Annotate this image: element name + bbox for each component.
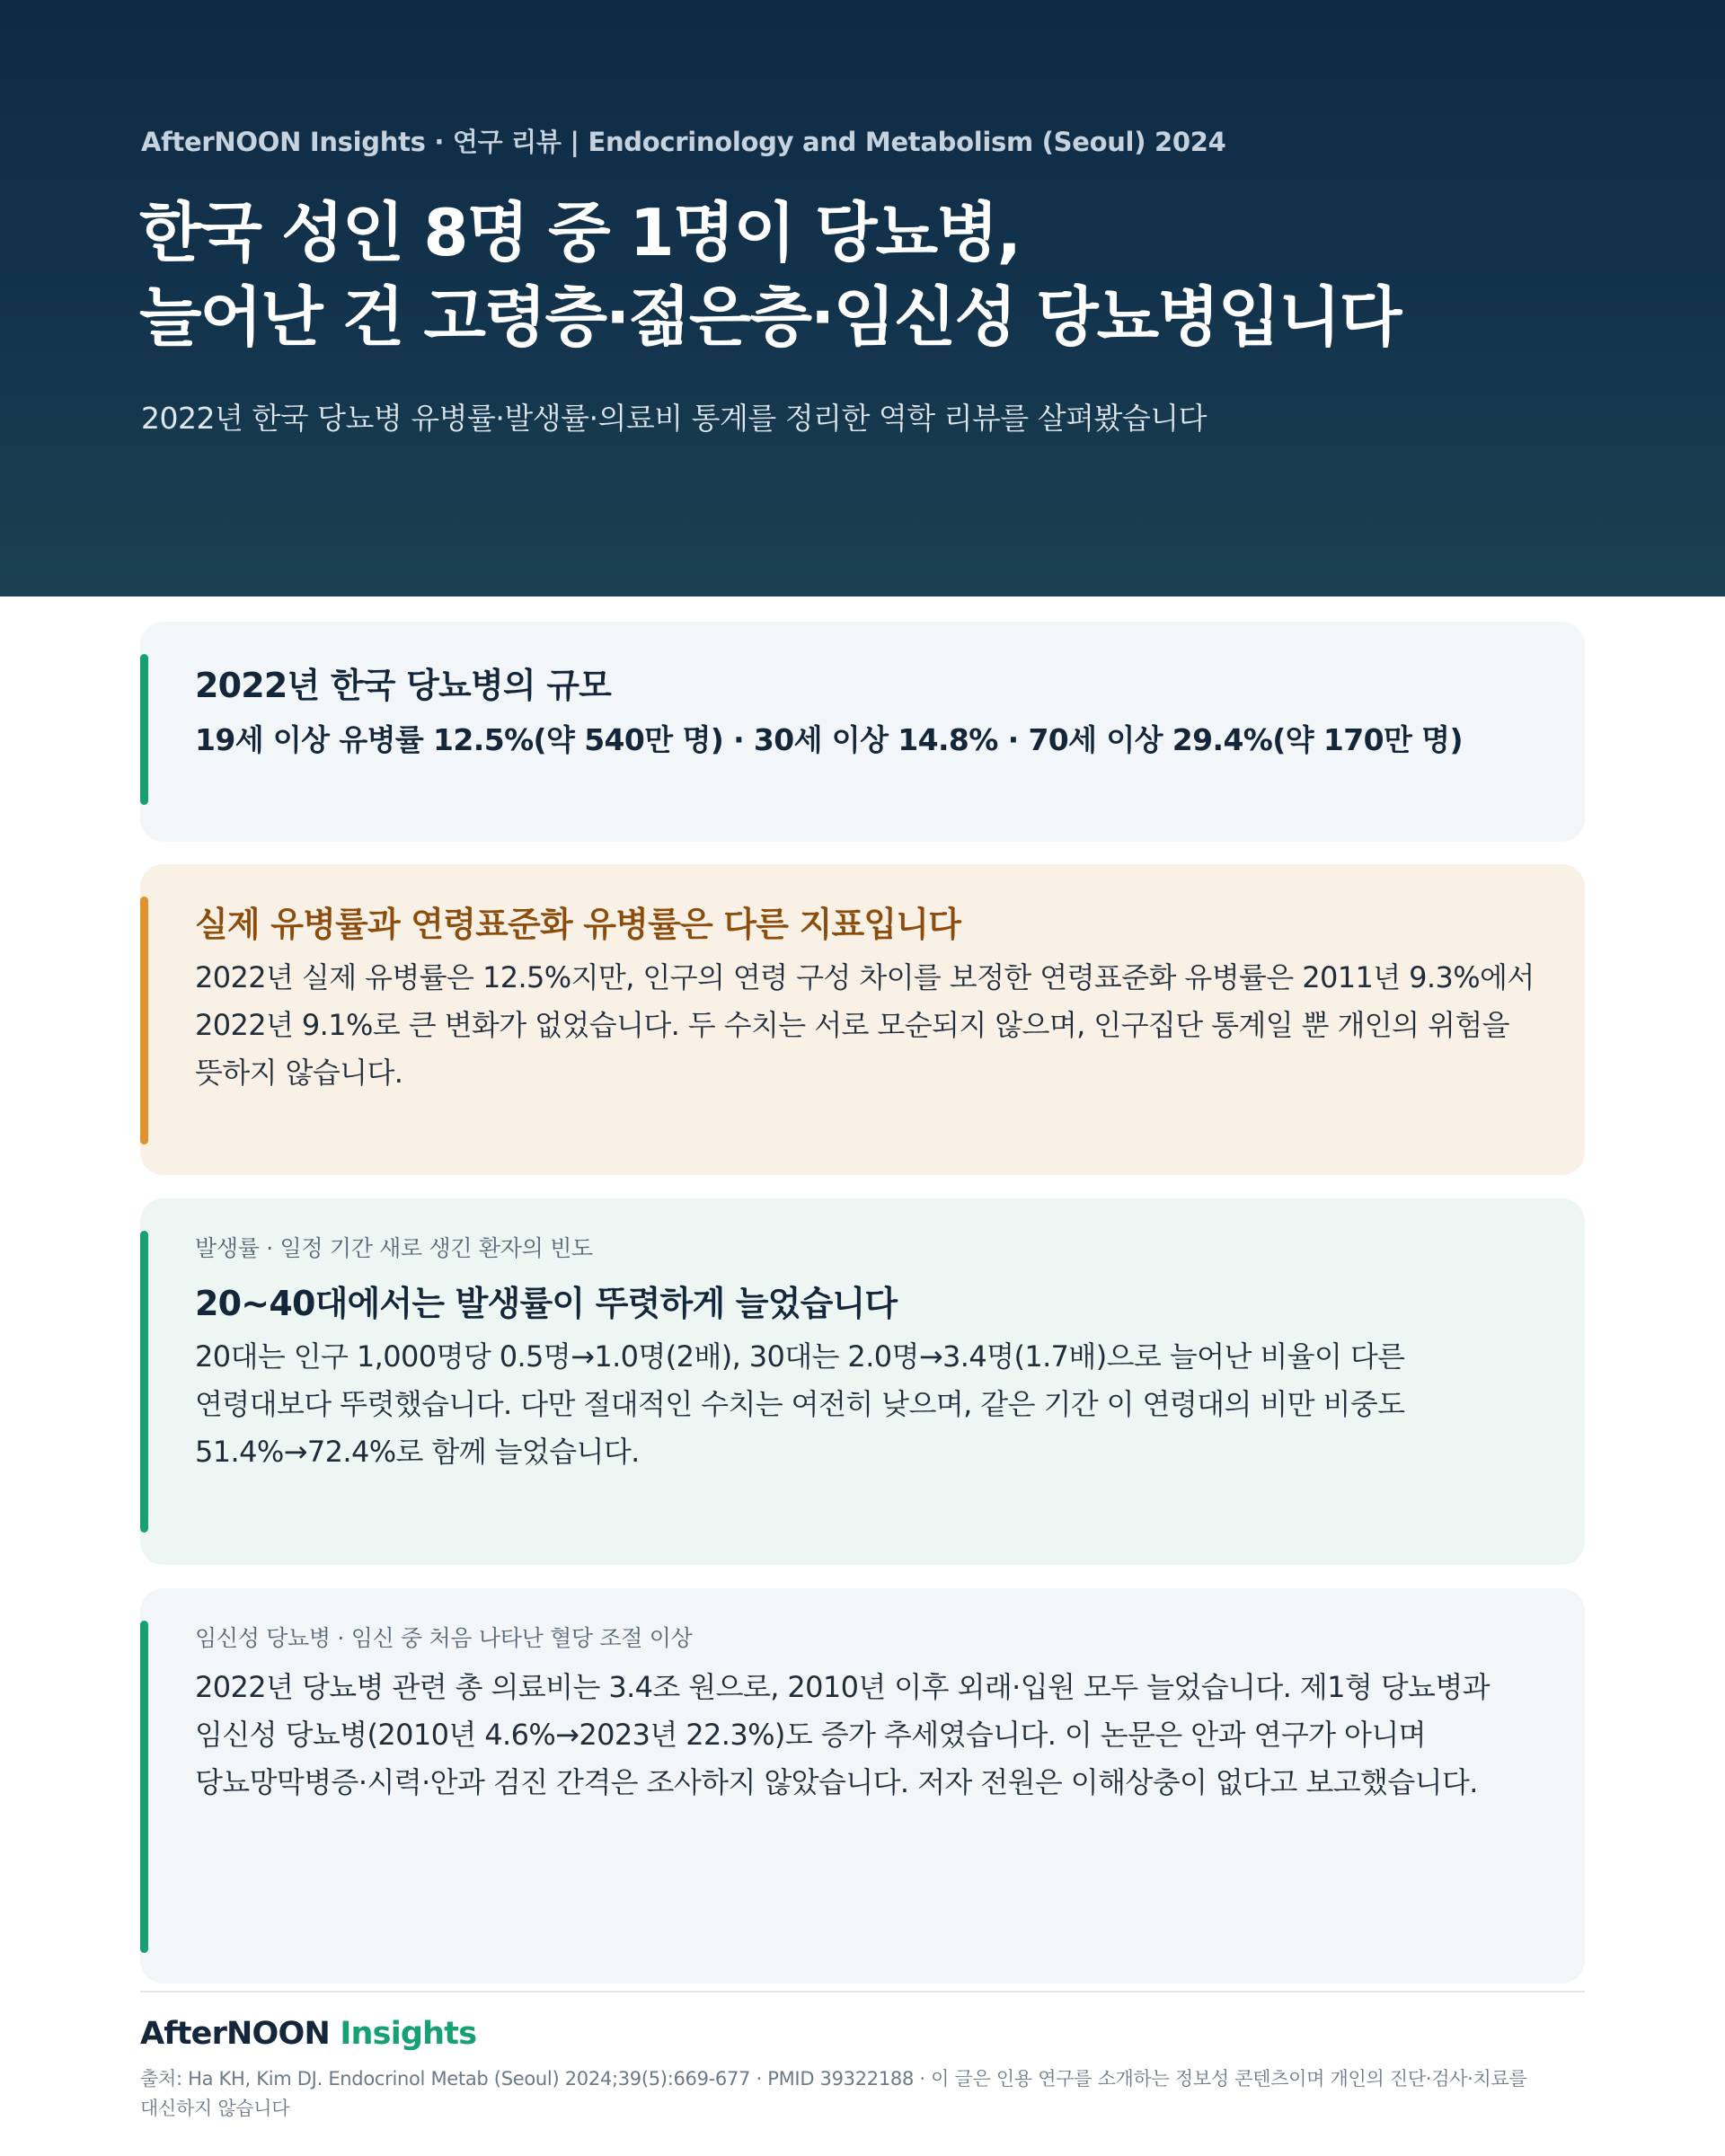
card-body-line: 뜻하지 않습니다. [195, 1056, 403, 1090]
accent-bar [140, 1621, 148, 1953]
card-body-line: 2022년 실제 유병률은 12.5%지만, 인구의 연령 구성 차이를 보정한 연령표준화 유병률은 2011년 9.3%에서 [195, 960, 1535, 994]
card-body-line: 2022년 당뇨병 관련 총 의료비는 3.4조 원으로, 2010년 이후 외래·입원 모두 늘었습니다. 제1형 당뇨병과 [195, 1670, 1490, 1704]
source-citation [140, 2064, 1542, 2124]
card-title: 실제 유병률과 연령표준화 유병률은 다른 지표입니다 [195, 905, 961, 944]
footer-divider [140, 1991, 1585, 1993]
prevalence-stats: 19세 이상 유병률 12.5%(약 540만 명) · 30세 이상 14.8% · 70세 이상 29.4%(약 170만 명) [195, 722, 1463, 757]
scale-summary-card [140, 622, 1585, 842]
prevalence-note-card [140, 864, 1585, 1175]
card-body-line: 당뇨망막병증·시력·안과 검진 간격은 조사하지 않았습니다. 저자 전원은 이해상충이 없다고 보고했습니다. [195, 1765, 1478, 1799]
brand-accent: Insights [340, 2016, 477, 2052]
page-subtitle: 2022년 한국 당뇨병 유병률·발생률·의료비 통계를 정리한 역학 리뷰를 살펴봤습니다 [141, 401, 1207, 436]
card-label: 임신성 당뇨병 · 임신 중 처음 나타난 혈당 조절 이상 [195, 1625, 693, 1651]
page-title-line: 한국 성인 8명 중 1명이 당뇨병, [139, 195, 1020, 270]
brand-logo [140, 2016, 476, 2052]
accent-bar [140, 654, 148, 805]
source-line: 대신하지 않습니다 [140, 2098, 290, 2119]
card-body [195, 1664, 1561, 1807]
card-body-line: 2022년 9.1%로 큰 변화가 없었습니다. 두 수치는 서로 모순되지 않으며, 인구집단 통계일 뿐 개인의 위험을 [195, 1008, 1509, 1042]
source-line: 출처: Ha KH, Kim DJ. Endocrinol Metab (Seoul) 2024;39(5):669-677 · PMID 39322188 · 이 글은 인용 연구를 소개하는 정보성 콘텐츠이며 개인의 진단·검사·치료를 [140, 2068, 1527, 2090]
publication-kicker: AfterNOON Insights · 연구 리뷰 | Endocrinology and Metabolism (Seoul) 2024 [141, 127, 1226, 157]
card-title: 20~40대에서는 발생률이 뚜렷하게 늘었습니다 [195, 1284, 898, 1323]
hero-header [0, 0, 1725, 596]
page-title-line: 늘어난 건 고령층·젊은층·임신성 당뇨병입니다 [139, 279, 1401, 355]
page-title [139, 190, 1595, 359]
accent-bar [140, 897, 148, 1144]
incidence-card [140, 1198, 1585, 1565]
card-body [195, 1333, 1561, 1476]
card-body-line: 51.4%→72.4%로 함께 늘었습니다. [195, 1435, 640, 1469]
gestational-diabetes-card [140, 1588, 1585, 1984]
card-body-line: 연령대보다 뚜렷했습니다. 다만 절대적인 수치는 여전히 낮으며, 같은 기간 이 연령대의 비만 비중도 [195, 1387, 1405, 1421]
card-body [195, 954, 1561, 1097]
brand-name: AfterNOON [140, 2016, 330, 2052]
card-body-line: 20대는 인구 1,000명당 0.5명→1.0명(2배), 30대는 2.0명→3.4명(1.7배)으로 늘어난 비율이 다른 [195, 1339, 1405, 1374]
accent-bar [140, 1231, 148, 1533]
card-label: 발생률 · 일정 기간 새로 생긴 환자의 빈도 [195, 1235, 593, 1261]
card-title: 2022년 한국 당뇨병의 규모 [195, 666, 612, 705]
card-body-line: 임신성 당뇨병(2010년 4.6%→2023년 22.3%)도 증가 추세였습니다. 이 논문은 안과 연구가 아니며 [195, 1718, 1426, 1752]
